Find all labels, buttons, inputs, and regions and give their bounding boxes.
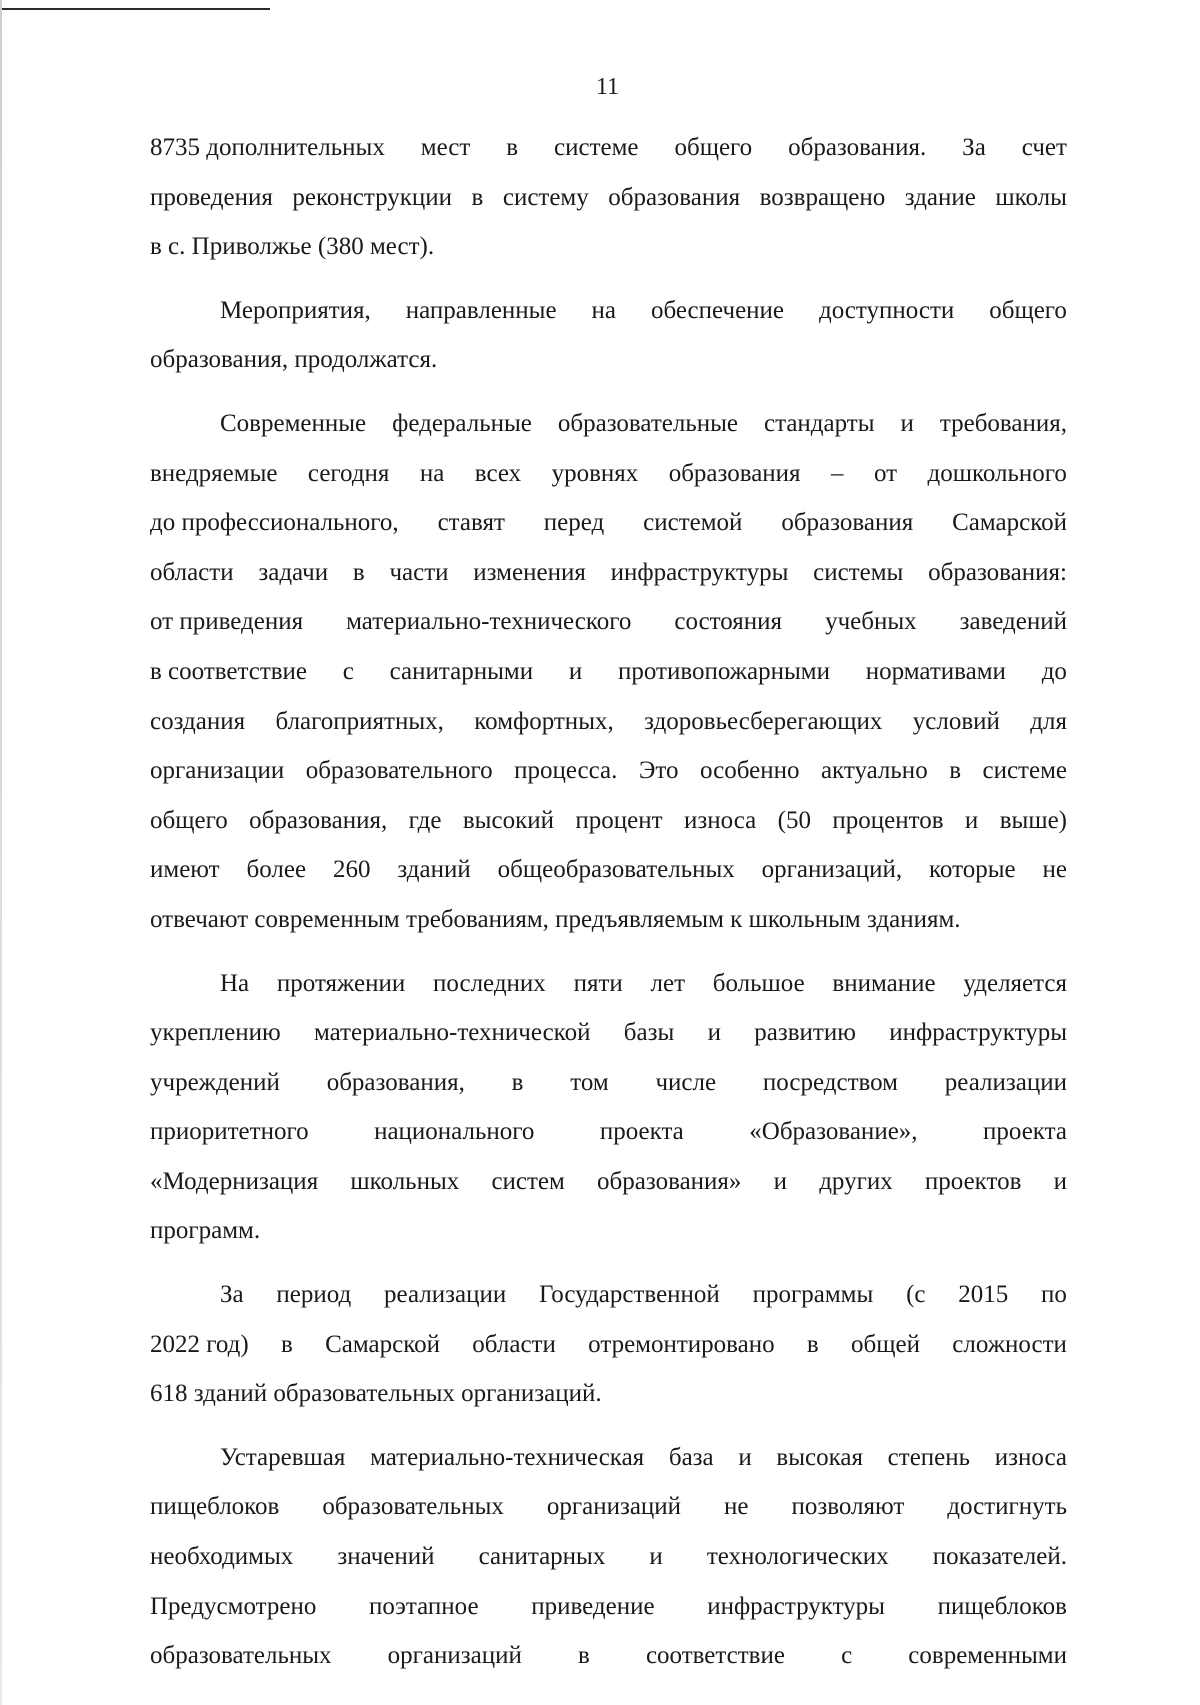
word: заведений (959, 608, 1067, 636)
word: и (900, 409, 914, 437)
word: 260 (332, 856, 371, 884)
document-body (150, 123, 1067, 1681)
text-line (150, 173, 1067, 223)
word: (с (906, 1281, 926, 1309)
word: области (150, 558, 234, 586)
word: не (1042, 856, 1067, 884)
word: позволяют (791, 1493, 905, 1521)
text-line: 618 зданий образовательных организаций. (150, 1380, 602, 1408)
word: большое (712, 969, 805, 997)
word: от (873, 459, 898, 487)
word: высокая (776, 1443, 863, 1471)
word: создания (150, 707, 246, 735)
word: Самарской (325, 1330, 440, 1358)
word: реконструкции (292, 183, 453, 211)
text-line (150, 498, 1067, 548)
word: организаций, (761, 856, 903, 884)
word: и (707, 1019, 721, 1047)
word: Государственной (539, 1281, 720, 1309)
word: За (962, 134, 986, 161)
word: материально-технического (346, 608, 632, 636)
word: приоритетного (150, 1118, 309, 1146)
word: проекта (983, 1118, 1067, 1146)
word: образования (668, 459, 801, 487)
word: протяжении (276, 969, 406, 997)
word: учебных (825, 608, 917, 636)
text-line (150, 1631, 1067, 1681)
word: сложности (952, 1330, 1067, 1358)
word: реализации (944, 1068, 1067, 1096)
word: показателей. (932, 1543, 1067, 1571)
word: процент (575, 806, 663, 834)
word: мест (420, 134, 471, 161)
word: школы (995, 183, 1067, 211)
word: Предусмотрено (150, 1592, 317, 1620)
word: том (570, 1068, 609, 1096)
word: актуально (820, 757, 928, 785)
word: противопожарными (618, 657, 830, 685)
word: проведения (150, 183, 273, 211)
word: образования: (928, 558, 1067, 586)
word: инфраструктуры (610, 558, 789, 586)
word: образования (608, 183, 741, 211)
word: 8735 дополнительных (150, 134, 385, 161)
text-line (150, 1433, 1067, 1483)
text-line (150, 1532, 1067, 1582)
word: и (649, 1543, 663, 1571)
scan-edge-line (0, 8, 270, 10)
word: Устаревшая (220, 1443, 346, 1471)
word: имеют (150, 856, 220, 884)
paragraph (150, 399, 1067, 945)
word: состояния (674, 608, 783, 636)
paragraph (150, 959, 1067, 1257)
word: высокий (462, 806, 554, 834)
word: для (1030, 707, 1067, 735)
word: образования» (597, 1167, 742, 1195)
text-line (150, 1320, 1067, 1370)
word: приведение (531, 1592, 655, 1620)
word: и (568, 657, 583, 685)
text-line (150, 746, 1067, 796)
word: уделяется (963, 969, 1067, 997)
word: уровнях (551, 459, 639, 487)
word: системой (643, 509, 743, 537)
word: обеспечение (650, 296, 785, 324)
word: условий (912, 707, 1000, 735)
word: школьных (350, 1167, 460, 1195)
text-line (150, 1482, 1067, 1532)
word: пищеблоков (937, 1592, 1067, 1620)
word: не (724, 1493, 749, 1521)
word: с (841, 1642, 853, 1670)
word: укреплению (150, 1019, 281, 1047)
word: образовательного (305, 757, 493, 785)
text-line: отвечают современным требованиям, предъявляемым к школьным зданиям. (150, 905, 961, 933)
word: процентов (832, 806, 944, 834)
word: в соответствие (150, 657, 308, 685)
word: других (819, 1167, 893, 1195)
word: более (246, 856, 307, 884)
word: счет (1021, 134, 1067, 161)
word: За (220, 1281, 244, 1309)
word: Самарской (952, 509, 1067, 537)
word: где (408, 806, 442, 834)
word: последних (432, 969, 546, 997)
text-line (150, 1107, 1067, 1157)
word: износа (683, 806, 757, 834)
word: систему (502, 183, 589, 211)
text-line (150, 1582, 1067, 1632)
word: здание (904, 183, 976, 211)
text-line (150, 286, 1067, 336)
word: 2022 год) (150, 1330, 249, 1358)
word: материально-технической (313, 1019, 591, 1047)
word: инфраструктуры (889, 1019, 1067, 1047)
word: пяти (573, 969, 623, 997)
word: на (591, 296, 616, 324)
word: образовательные (557, 409, 739, 437)
word: нормативами (865, 657, 1006, 685)
text-line: программ. (150, 1217, 261, 1245)
paragraph (150, 286, 1067, 385)
word: с (342, 657, 354, 685)
word: до профессионального, (150, 509, 399, 537)
word: поэтапное (368, 1592, 479, 1620)
word: общего (989, 296, 1067, 324)
word: «Модернизация (150, 1167, 319, 1195)
word: базы (623, 1019, 675, 1047)
text-line (150, 1270, 1067, 1320)
word: возвращено (759, 183, 886, 211)
text-line (150, 697, 1067, 747)
word: (50 (777, 806, 811, 834)
text-line (150, 1058, 1067, 1108)
word: системе (554, 134, 639, 161)
word: благоприятных, (275, 707, 444, 735)
word: образовательных (150, 1642, 332, 1670)
word: Мероприятия, (220, 296, 371, 324)
text-line (150, 647, 1067, 697)
text-line (150, 1157, 1067, 1207)
word: области (472, 1330, 556, 1358)
word: в (471, 183, 484, 211)
word: и (964, 806, 979, 834)
text-line (150, 449, 1067, 499)
word: в (578, 1642, 590, 1670)
word: всех (474, 459, 522, 487)
word: развитию (754, 1019, 856, 1047)
word: организации (150, 757, 285, 785)
text-line (150, 796, 1067, 846)
word: Это (638, 757, 679, 785)
word: образования, (326, 1068, 465, 1096)
word: общего (150, 806, 228, 834)
word: до (1041, 657, 1067, 685)
word: по (1041, 1281, 1067, 1309)
word: проектов (924, 1167, 1022, 1195)
word: задачи (258, 558, 329, 586)
word: программы (752, 1281, 874, 1309)
word: реализации (384, 1281, 507, 1309)
word: необходимых (150, 1543, 294, 1571)
word: технологических (706, 1543, 889, 1571)
word: посредством (762, 1068, 898, 1096)
word: общего (674, 134, 753, 161)
word: и (1053, 1167, 1067, 1195)
word: 2015 (958, 1281, 1009, 1309)
text-line (150, 597, 1067, 647)
text-line (150, 845, 1067, 895)
word: образования, (249, 806, 388, 834)
word: общеобразовательных (497, 856, 735, 884)
word: направленные (405, 296, 557, 324)
word: значений (337, 1543, 435, 1571)
text-line (150, 399, 1067, 449)
word: соответствие (645, 1642, 785, 1670)
word: внедряемые (150, 459, 278, 487)
page-number: 11 (595, 74, 620, 100)
word: лет (650, 969, 685, 997)
word: зданий (397, 856, 471, 884)
word: систем (491, 1167, 565, 1195)
word: требования, (939, 409, 1067, 437)
word: внимание (832, 969, 936, 997)
word: особенно (699, 757, 800, 785)
word: стандарты (764, 409, 875, 437)
text-line (150, 959, 1067, 1009)
word: перед (543, 509, 605, 537)
word: проекта (599, 1118, 684, 1146)
text-line (150, 123, 1067, 173)
word: На (220, 969, 250, 997)
word: системы (813, 558, 904, 586)
word: здоровьесберегающих (644, 707, 883, 735)
word: доступности (818, 296, 955, 324)
word: образования (781, 509, 914, 537)
word: в (352, 558, 365, 586)
word: части (389, 558, 449, 586)
scan-left-border (0, 0, 2, 1705)
word: организаций (546, 1493, 682, 1521)
text-line: в с. Приволжье (380 мест). (150, 233, 435, 261)
word: «Образование», (749, 1118, 918, 1146)
paragraph (150, 1433, 1067, 1681)
word: и (773, 1167, 787, 1195)
word: учреждений (150, 1068, 280, 1096)
text-line: образования, продолжатся. (150, 346, 438, 374)
word: национального (374, 1118, 535, 1146)
word: процесса. (514, 757, 618, 785)
word: период (276, 1281, 352, 1309)
word: комфортных, (474, 707, 614, 735)
word: санитарных (478, 1543, 606, 1571)
word: в (281, 1330, 293, 1358)
word: достигнуть (947, 1493, 1067, 1521)
word: современными (908, 1642, 1067, 1670)
word: материально-техническая (370, 1443, 645, 1471)
word: степень (887, 1443, 971, 1471)
word: и (738, 1443, 752, 1471)
word: инфраструктуры (707, 1592, 885, 1620)
word: образовательных (322, 1493, 504, 1521)
word: износа (994, 1443, 1067, 1471)
word: ставят (437, 509, 505, 537)
word: санитарными (389, 657, 534, 685)
word: от приведения (150, 608, 304, 636)
word: сегодня (307, 459, 390, 487)
word: отремонтировано (588, 1330, 775, 1358)
word: которые (929, 856, 1016, 884)
word: – (831, 459, 844, 487)
word: в (506, 134, 519, 161)
word: пищеблоков (150, 1493, 280, 1521)
text-line (150, 548, 1067, 598)
word: образования. (788, 134, 927, 161)
word: Современные (220, 409, 367, 437)
word: в (806, 1330, 819, 1358)
word: выше) (999, 806, 1067, 834)
word: в (511, 1068, 524, 1096)
text-line (150, 1008, 1067, 1058)
word: база (668, 1443, 714, 1471)
word: на (419, 459, 445, 487)
word: общей (851, 1330, 920, 1358)
word: изменения (473, 558, 586, 586)
paragraph (150, 1270, 1067, 1419)
word: в (949, 757, 961, 785)
word: федеральные (392, 409, 532, 437)
word: организаций (387, 1642, 522, 1670)
word: дошкольного (927, 459, 1067, 487)
word: числе (655, 1068, 717, 1096)
word: системе (982, 757, 1067, 785)
paragraph (150, 123, 1067, 272)
